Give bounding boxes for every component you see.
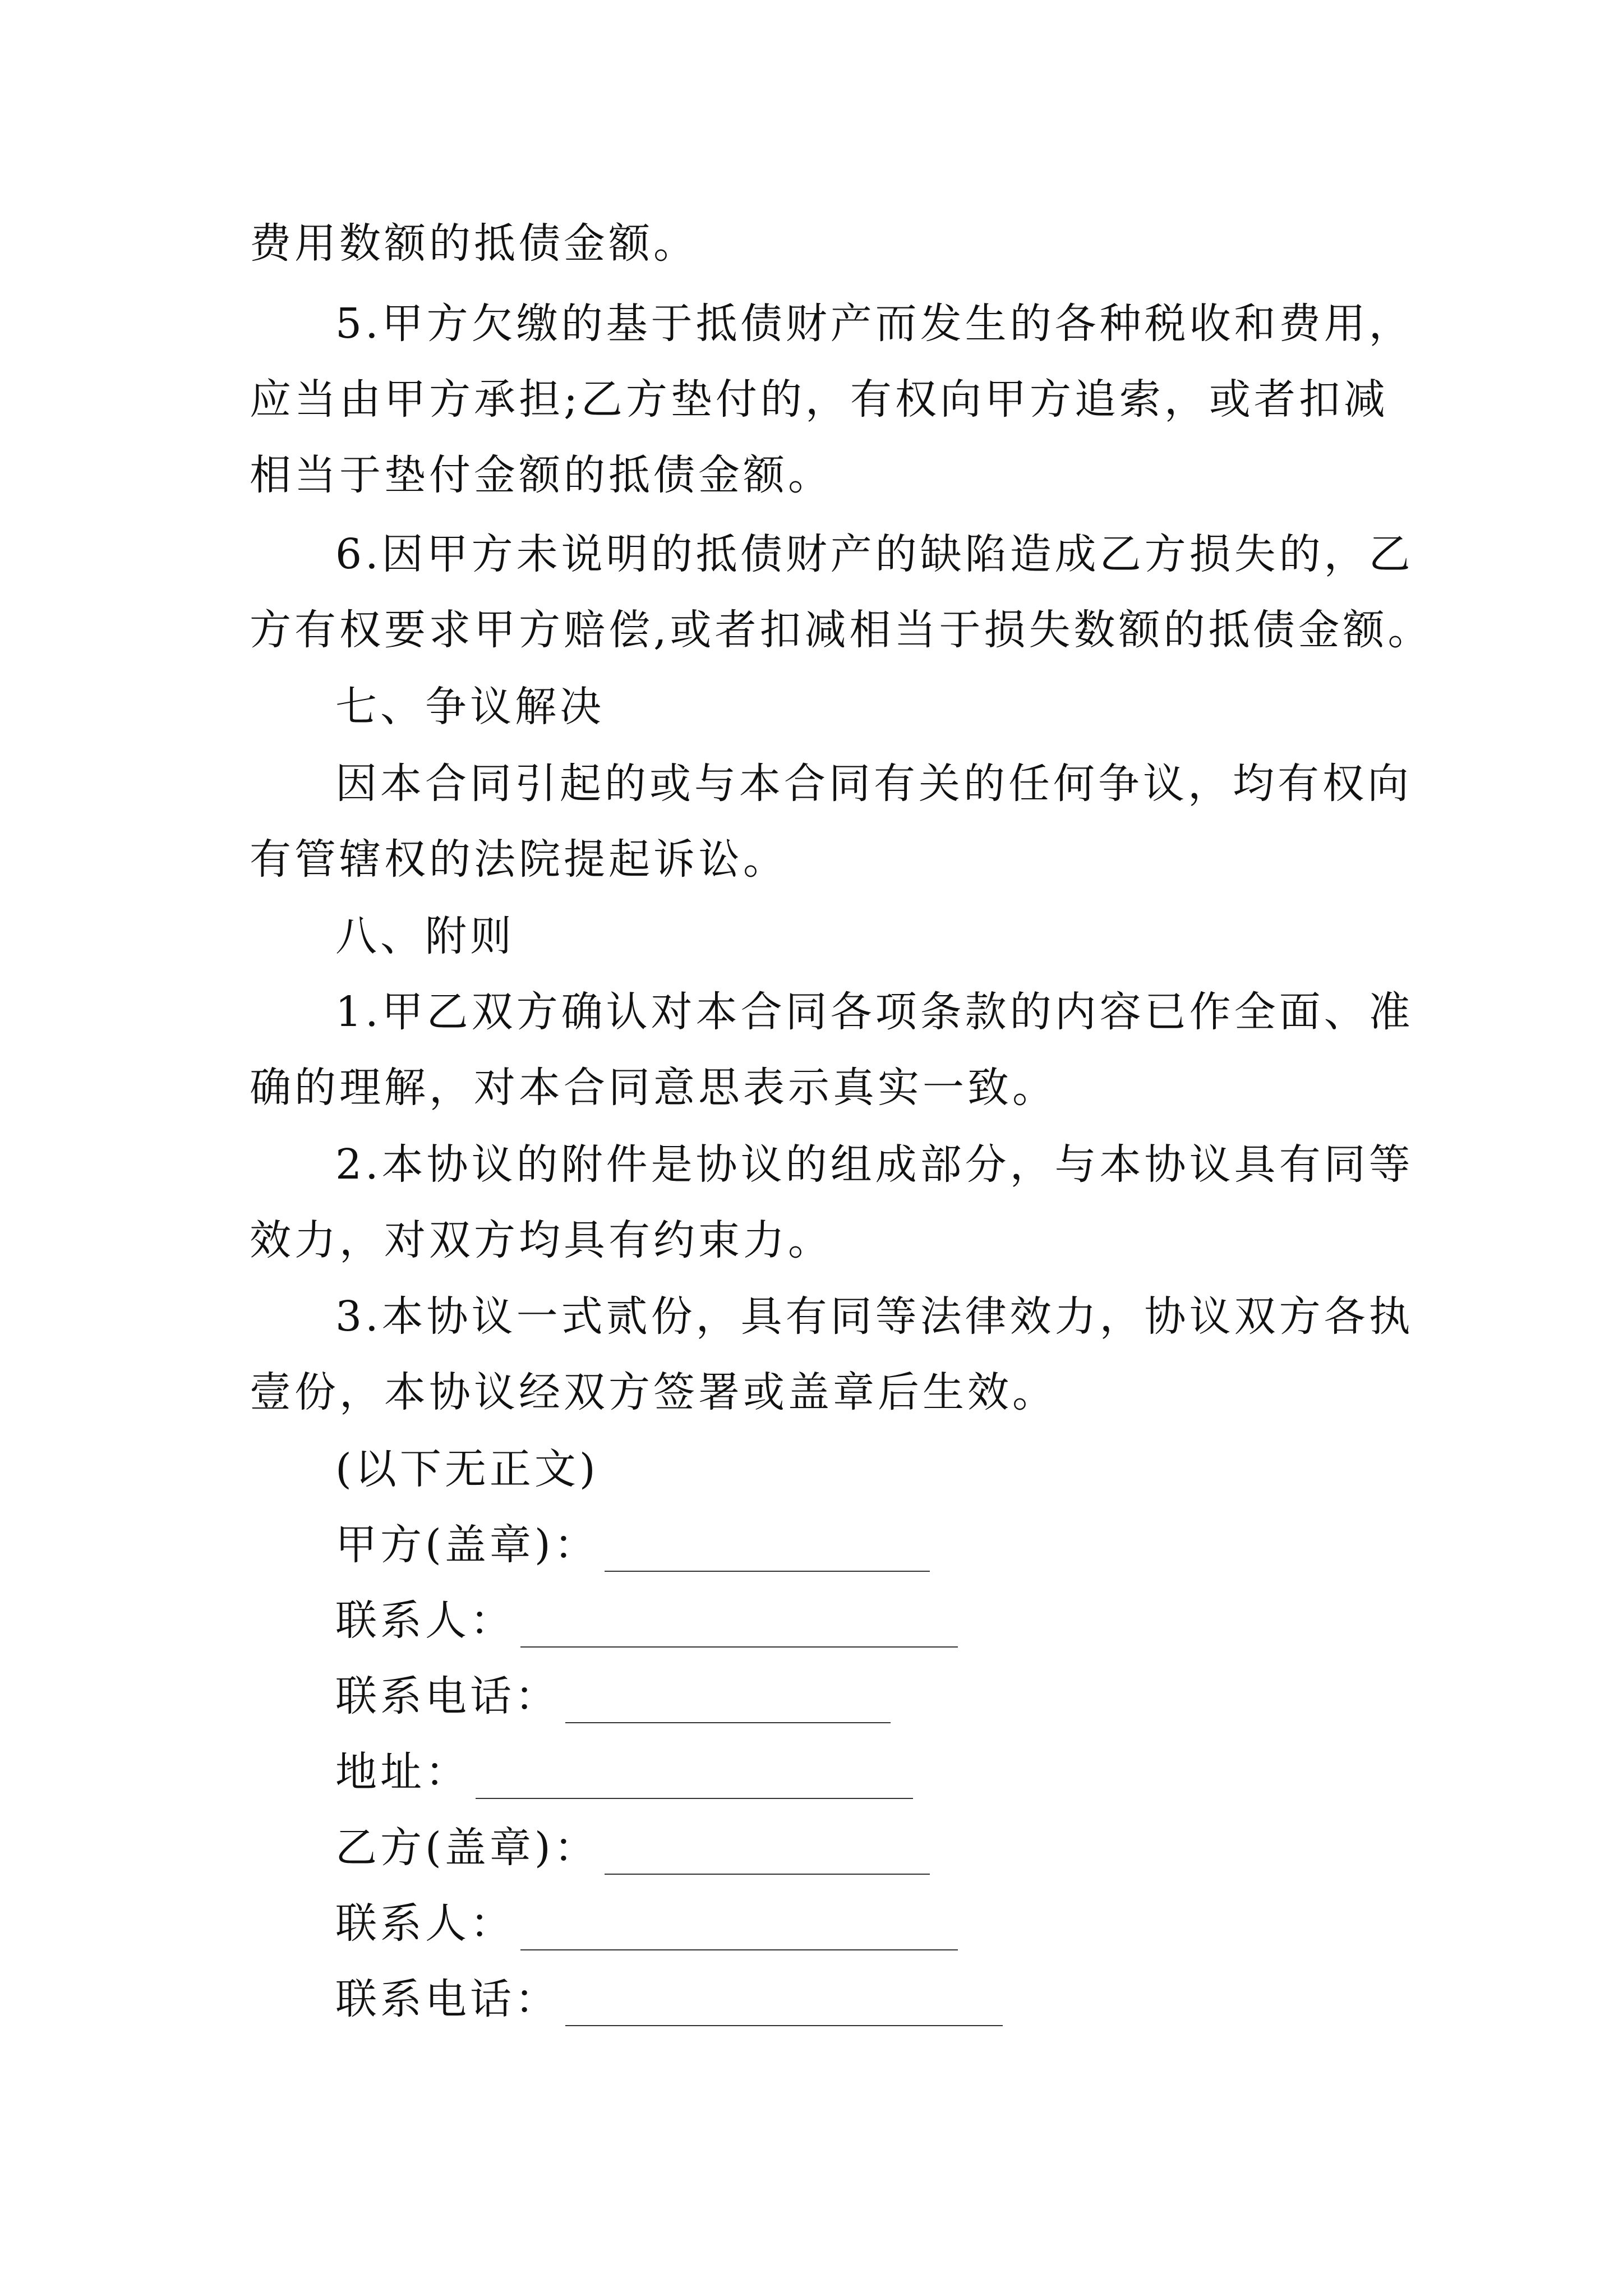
text-line: 6.因甲方未说明的抵债财产的缺陷造成乙方损失的，乙 [335,530,1414,578]
signature-field-phone-a [335,1669,891,1723]
text-line: 壹份，本协议经双方签署或盖章后生效。 [250,1368,1057,1416]
field-label: 甲方(盖章)： [335,1521,599,1569]
text-line: 1.甲乙双方确认对本合同各项条款的内容已作全面、准 [335,988,1414,1036]
signature-field-party-b [335,1821,930,1875]
signature-field-address-a [335,1745,913,1799]
text-line: 效力，对双方均具有约束力。 [250,1216,833,1264]
signature-field-phone-b [335,1972,1003,2026]
blank-underline [605,1531,930,1572]
blank-underline [520,1607,958,1648]
text-line: 费用数额的抵债金额。 [250,219,698,268]
field-label: 地址： [335,1748,470,1796]
field-label: 联系电话： [335,1975,560,2023]
text-line: 应当由甲方承担;乙方垫付的，有权向甲方追索，或者扣减 [250,375,1389,424]
blank-underline [565,1683,891,1723]
section-heading: 八、附则 [335,912,515,960]
blank-underline [565,1986,1003,2026]
signature-field-contact-b [335,1897,958,1950]
text-line: 有管辖权的法院提起诉讼。 [250,835,788,884]
signature-field-contact-a [335,1594,958,1648]
blank-underline [520,1910,958,1950]
field-label: 联系人： [335,1899,515,1948]
text-line: 方有权要求甲方赔偿,或者扣减相当于损失数额的抵债金额。 [250,606,1433,654]
text-line: 2.本协议的附件是协议的组成部分，与本协议具有同等 [335,1140,1414,1189]
signature-field-party-a [335,1518,930,1572]
no-text-note: (以下无正文) [335,1445,599,1493]
text-line: 相当于垫付金额的抵债金额。 [250,451,833,499]
field-label: 联系电话： [335,1672,560,1720]
section-heading: 七、争议解决 [335,683,605,731]
field-label: 联系人： [335,1596,515,1645]
blank-underline [476,1759,913,1799]
text-line: 因本合同引起的或与本合同有关的任何争议，均有权向 [335,760,1412,808]
blank-underline [605,1834,930,1875]
text-line: 5.甲方欠缴的基于抵债财产而发生的各种税收和费用， [335,300,1414,348]
field-label: 乙方(盖章)： [335,1824,599,1872]
text-line: 3.本协议一式贰份，具有同等法律效力，协议双方各执 [335,1292,1414,1341]
text-line: 确的理解，对本合同意思表示真实一致。 [250,1064,1057,1112]
